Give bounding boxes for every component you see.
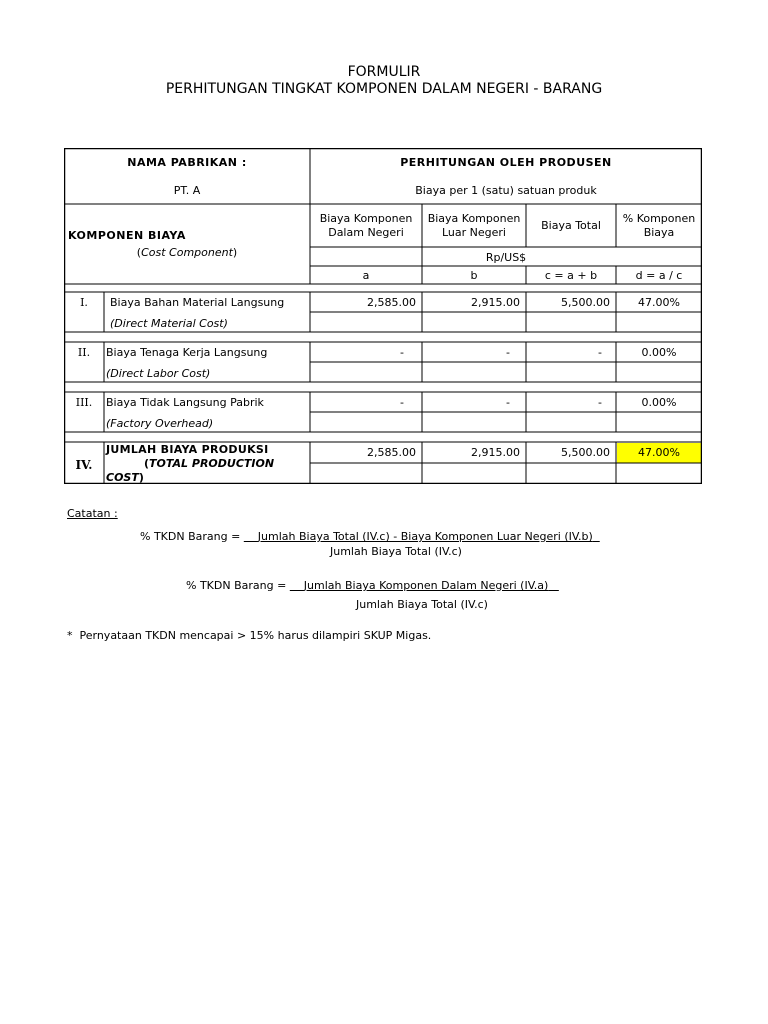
formula-1	[140, 530, 600, 543]
formula-1-numerator: Jumlah Biaya Total (IV.c) - Biaya Komponen Luar Negeri (IV.b)	[257, 530, 593, 543]
row-value-b: 2,915.00	[471, 296, 520, 309]
row-value-a: -	[400, 346, 404, 359]
col-d-code: d = a / c	[635, 269, 683, 282]
footnote: * Pernyataan TKDN mencapai > 15% harus dilampiri SKUP Migas.	[67, 629, 432, 642]
col-c-code: c = a + b	[544, 269, 598, 282]
formula-1-denominator: Jumlah Biaya Total (IV.c)	[330, 545, 462, 558]
col-a-header-2: Dalam Negeri	[328, 226, 404, 239]
formula-2-denominator: Jumlah Biaya Total (IV.c)	[356, 598, 488, 611]
perhitungan-label: PERHITUNGAN OLEH PRODUSEN	[400, 156, 612, 169]
form-subtitle: PERHITUNGAN TINGKAT KOMPONEN DALAM NEGERI - BARANG	[165, 81, 603, 97]
col-b-header-2: Luar Negeri	[442, 226, 506, 239]
row-value-d: 0.00%	[641, 396, 677, 409]
row-label: Biaya Tidak Langsung Pabrik	[106, 396, 264, 409]
row-number: IV.	[75, 458, 93, 472]
tkdn-table	[64, 148, 702, 484]
row-label: Biaya Bahan Material Langsung	[110, 296, 285, 309]
cost-component-label: (Cost Component)	[136, 246, 238, 259]
row-value-d: 47.00%	[638, 446, 680, 459]
col-c-header: Biaya Total	[541, 219, 601, 232]
row-sublabel: (Factory Overhead)	[106, 417, 214, 430]
nama-pabrikan-label: NAMA PABRIKAN :	[127, 156, 247, 169]
row-value-d: 47.00%	[638, 296, 680, 309]
row-sublabel-continued: COST)	[106, 471, 144, 484]
catatan-label: Catatan :	[67, 507, 118, 520]
biaya-per-unit: Biaya per 1 (satu) satuan produk	[415, 184, 597, 197]
row-number: III.	[75, 396, 93, 409]
row-value-b: 2,915.00	[471, 446, 520, 459]
row-sublabel: (Direct Labor Cost)	[106, 367, 211, 380]
row-sublabel: (TOTAL PRODUCTION	[144, 457, 275, 470]
row-value-c: -	[598, 346, 602, 359]
formula-2-prefix: % TKDN Barang =	[186, 579, 290, 592]
row-label: JUMLAH BIAYA PRODUKSI	[106, 443, 269, 456]
row-value-b: -	[506, 396, 510, 409]
row-number: II.	[77, 346, 91, 359]
row-value-a: 2,585.00	[367, 446, 416, 459]
row-value-b: -	[506, 346, 510, 359]
formula-2-numerator: Jumlah Biaya Komponen Dalam Negeri (IV.a)	[303, 579, 549, 592]
row-label: Biaya Tenaga Kerja Langsung	[106, 346, 268, 359]
col-a-header-1: Biaya Komponen	[319, 212, 413, 225]
col-d-header-2: Biaya	[643, 226, 675, 239]
col-b-code: b	[470, 269, 478, 282]
col-a-code: a	[362, 269, 370, 282]
row-value-c: -	[598, 396, 602, 409]
row-value-a: 2,585.00	[367, 296, 416, 309]
col-d-header-1: % Komponen	[622, 212, 696, 225]
formula-1-prefix: % TKDN Barang =	[140, 530, 244, 543]
formula-2	[186, 579, 559, 592]
col-b-header-1: Biaya Komponen	[427, 212, 521, 225]
row-number: I.	[80, 296, 88, 309]
nama-pabrikan-value: PT. A	[173, 184, 201, 197]
komponen-biaya-label: KOMPONEN BIAYA	[68, 229, 186, 242]
row-value-c: 5,500.00	[561, 296, 610, 309]
row-value-d: 0.00%	[641, 346, 677, 359]
currency-label: Rp/US$	[485, 251, 527, 264]
row-sublabel: (Direct Material Cost)	[110, 317, 228, 330]
table-grid-lines	[64, 148, 702, 484]
form-title: FORMULIR	[347, 64, 421, 80]
cost-component-text: Cost Component	[141, 246, 233, 259]
row-value-c: 5,500.00	[561, 446, 610, 459]
row-value-a: -	[400, 396, 404, 409]
